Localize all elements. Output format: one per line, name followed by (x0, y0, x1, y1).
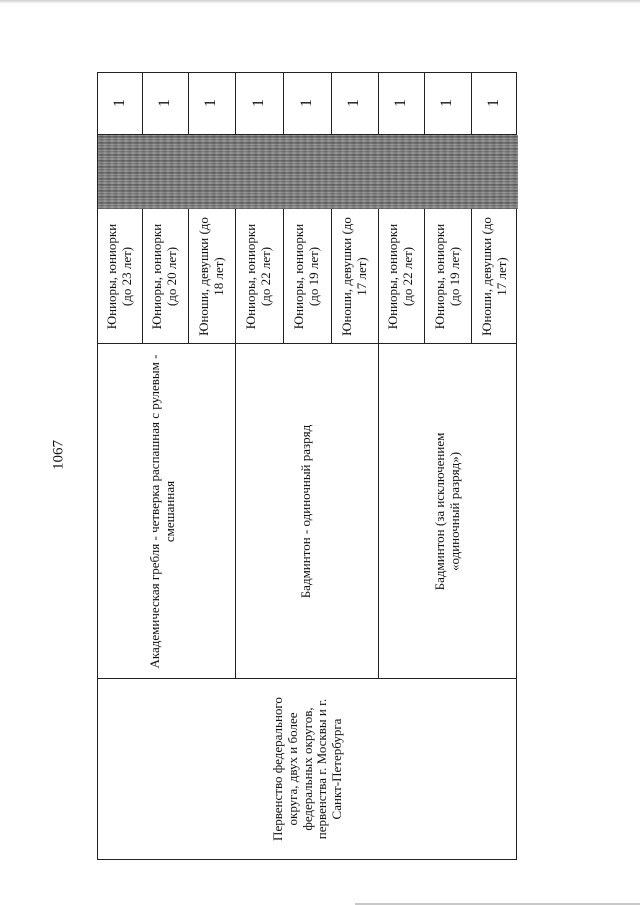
discipline-cell: Академическая гребля - четверка распашная с рулевым - смешанная (147, 354, 177, 669)
age-group-cell: Юниоры, юниорки (до 19 лет) (431, 223, 462, 330)
age-group-cell: Юноши, девушки (до 17 лет) (478, 217, 509, 336)
group-label: Первенство федерального округа, двух и более федеральных округов, первенства г. Москвы и г. Санкт-Петербурга (269, 697, 345, 841)
age-group-cell: Юноши, девушки (до 17 лет) (338, 217, 369, 336)
rotated-table (97, 72, 517, 860)
count-cell: 1 (485, 99, 503, 107)
count-cell: 1 (438, 99, 456, 107)
age-group-cell: Юноши, девушки (до 18 лет) (195, 217, 226, 336)
count-cell: 1 (391, 99, 409, 107)
age-group-cell: Юниоры, юниорки (до 23 лет) (104, 223, 134, 330)
discipline-cell: Бадминтон - одиночный разряд (298, 424, 314, 599)
count-cell: 1 (297, 99, 315, 107)
count-cell: 1 (249, 99, 267, 107)
age-group-cell: Юниоры, юниорки (до 19 лет) (291, 223, 321, 330)
count-cell: 1 (345, 99, 363, 107)
age-group-cell: Юниоры, юниорки (до 22 лет) (243, 223, 273, 330)
age-group-cell: Юниоры, юниорки (до 20 лет) (149, 223, 179, 330)
count-cell: 1 (202, 99, 220, 107)
page-top-edge (0, 0, 640, 3)
count-cell: 1 (155, 99, 173, 107)
count-cell: 1 (110, 99, 128, 107)
page-number: 1067 (50, 440, 67, 470)
scan-noise-column (98, 135, 518, 209)
age-group-cell: Юниоры, юниорки (до 22 лет) (385, 223, 415, 330)
discipline-cell: Бадминтон (за исключением «одиночный разряд») (432, 432, 462, 591)
